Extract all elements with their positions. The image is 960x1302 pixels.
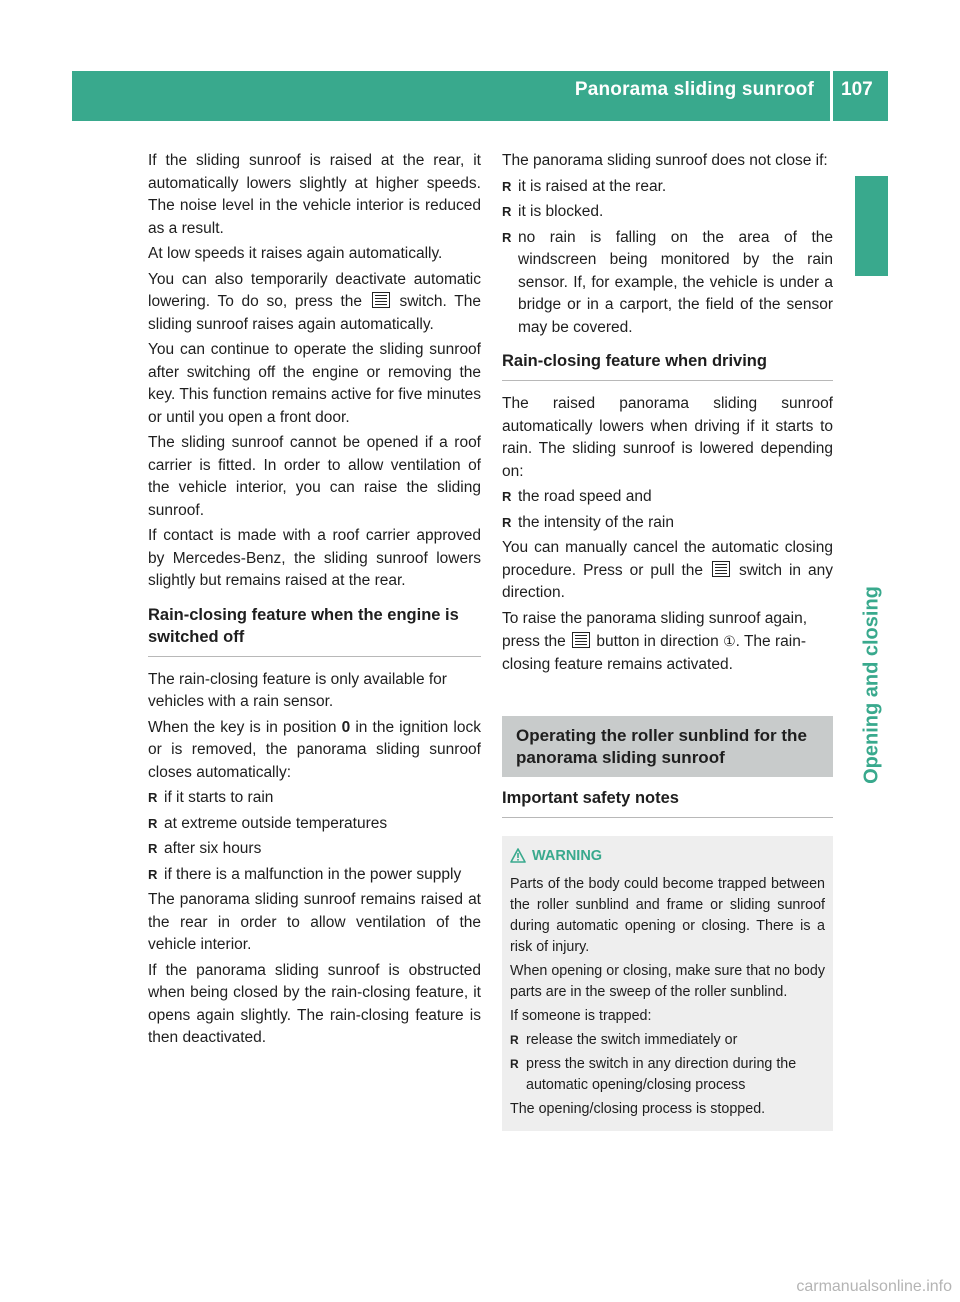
sunroof-switch-icon [712, 561, 730, 577]
paragraph [148, 269, 481, 337]
list-item: R at extreme outside temperatures [148, 813, 481, 836]
list-item: R after six hours [148, 838, 481, 861]
paragraph [502, 608, 833, 677]
text-run: . The rain-closing feature remains activated. [502, 633, 806, 673]
warning-triangle-icon [510, 848, 526, 870]
chapter-side-label [852, 545, 892, 825]
right-column [502, 150, 833, 1131]
section-heading: Rain-closing feature when the engine is switched off [148, 604, 481, 657]
watermark-text: carmanualsonline.info [796, 1278, 952, 1295]
text-run: To raise the panorama sliding sunroof again, press the [502, 609, 808, 650]
running-header-title: Panorama sliding sunroof [574, 79, 814, 100]
left-column [148, 150, 481, 1053]
list-item: R the road speed and [502, 486, 833, 509]
warning-paragraph: If someone is trapped: [510, 1008, 652, 1024]
bullet-list [148, 787, 481, 886]
direction-marker: ① [723, 633, 736, 649]
list-item: R it is raised at the rear. [502, 176, 833, 199]
list-item: R release the switch immediately or [510, 1030, 825, 1051]
paragraph: If contact is made with a roof carrier approved by Mercedes-Benz, the sliding sunroof lowers slightly but remains raised at the rear. [148, 527, 481, 589]
list-item: R if there is a malfunction in the power supply [148, 864, 481, 887]
paragraph [502, 537, 833, 605]
paragraph: If the panorama sliding sunroof is obstructed when being closed by the rain-closing feature, it opens again slightly. The rain-closing feature is then deactivated. [148, 961, 481, 1046]
paragraph [148, 717, 481, 785]
key-position: 0 [341, 718, 351, 736]
sunroof-switch-icon [372, 292, 390, 308]
paragraph: The panorama sliding sunroof remains raised at the rear in order to allow ventilation of the vehicle interior. [148, 891, 481, 953]
text-run: switch. The sliding sunroof raises again automatically. [148, 293, 481, 333]
page-number: 107 [841, 79, 873, 100]
warning-header [510, 846, 825, 870]
paragraph: If the sliding sunroof is raised at the rear, it automatically lowers slightly at higher speeds. The noise level in the vehicle interior is reduced as a result. [148, 152, 481, 237]
paragraph: The raised panorama sliding sunroof automatically lowers when driving if it starts to rain. The sliding sunroof is lowered depending on: [502, 395, 833, 480]
section-title-box: Operating the roller sunblind for the panorama sliding sunroof [502, 716, 833, 777]
warning-paragraph: When opening or closing, make sure that no body parts are in the sweep of the roller sunblind. [510, 963, 825, 1000]
text-run: switch in any direction. [502, 561, 834, 601]
text-run: You can also temporarily deactivate automatic lowering. To do so, press the [148, 270, 481, 310]
warning-bullet-list [510, 1030, 825, 1096]
list-item: R press the switch in any direction during the automatic opening/closing process [510, 1054, 825, 1096]
text-run: button in direction [596, 633, 719, 650]
bullet-list [502, 176, 833, 340]
sunroof-switch-icon [572, 632, 590, 648]
paragraph: The panorama sliding sunroof does not close if: [502, 152, 828, 169]
warning-title: WARNING [532, 848, 603, 864]
list-item: R the intensity of the rain [502, 512, 833, 535]
list-item: R it is blocked. [502, 201, 833, 224]
text-run: When the key is in position [148, 718, 337, 736]
warning-paragraph: The opening/closing process is stopped. [510, 1101, 766, 1117]
text-run: in the ignition lock or is removed, the panorama sliding sunroof closes automatically: [148, 718, 481, 781]
list-item: R no rain is falling on the area of the windscreen being monitored by the rain sensor. If, for example, the vehicle is under a bridge or in a carport, the field of the sensor may be covered. [502, 227, 833, 340]
paragraph: The sliding sunroof cannot be opened if a roof carrier is fitted. In order to allow ventilation of the vehicle interior, you can raise the sliding sunroof. [148, 434, 481, 519]
warning-box [502, 836, 833, 1131]
paragraph: The rain-closing feature is only available for vehicles with a rain sensor. [148, 670, 447, 710]
text-run: You can manually cancel the automatic closing procedure. Press or pull the [502, 539, 833, 579]
header-separator [830, 71, 833, 121]
subsection-heading: Important safety notes [502, 787, 833, 818]
chapter-side-label-text: Opening and closing [860, 586, 883, 784]
paragraph: At low speeds it raises again automatically. [148, 245, 443, 262]
warning-paragraph: Parts of the body could become trapped between the roller sunblind and frame or sliding sunroof during automatic opening or closing. There is a risk of injury. [510, 876, 825, 955]
chapter-tab-marker [855, 176, 888, 276]
bullet-list [502, 486, 833, 534]
section-heading: Rain-closing feature when driving [502, 350, 833, 381]
list-item: R if it starts to rain [148, 787, 481, 810]
paragraph: You can continue to operate the sliding sunroof after switching off the engine or removing the key. This function remains active for five minutes or until you open a front door. [148, 341, 481, 426]
